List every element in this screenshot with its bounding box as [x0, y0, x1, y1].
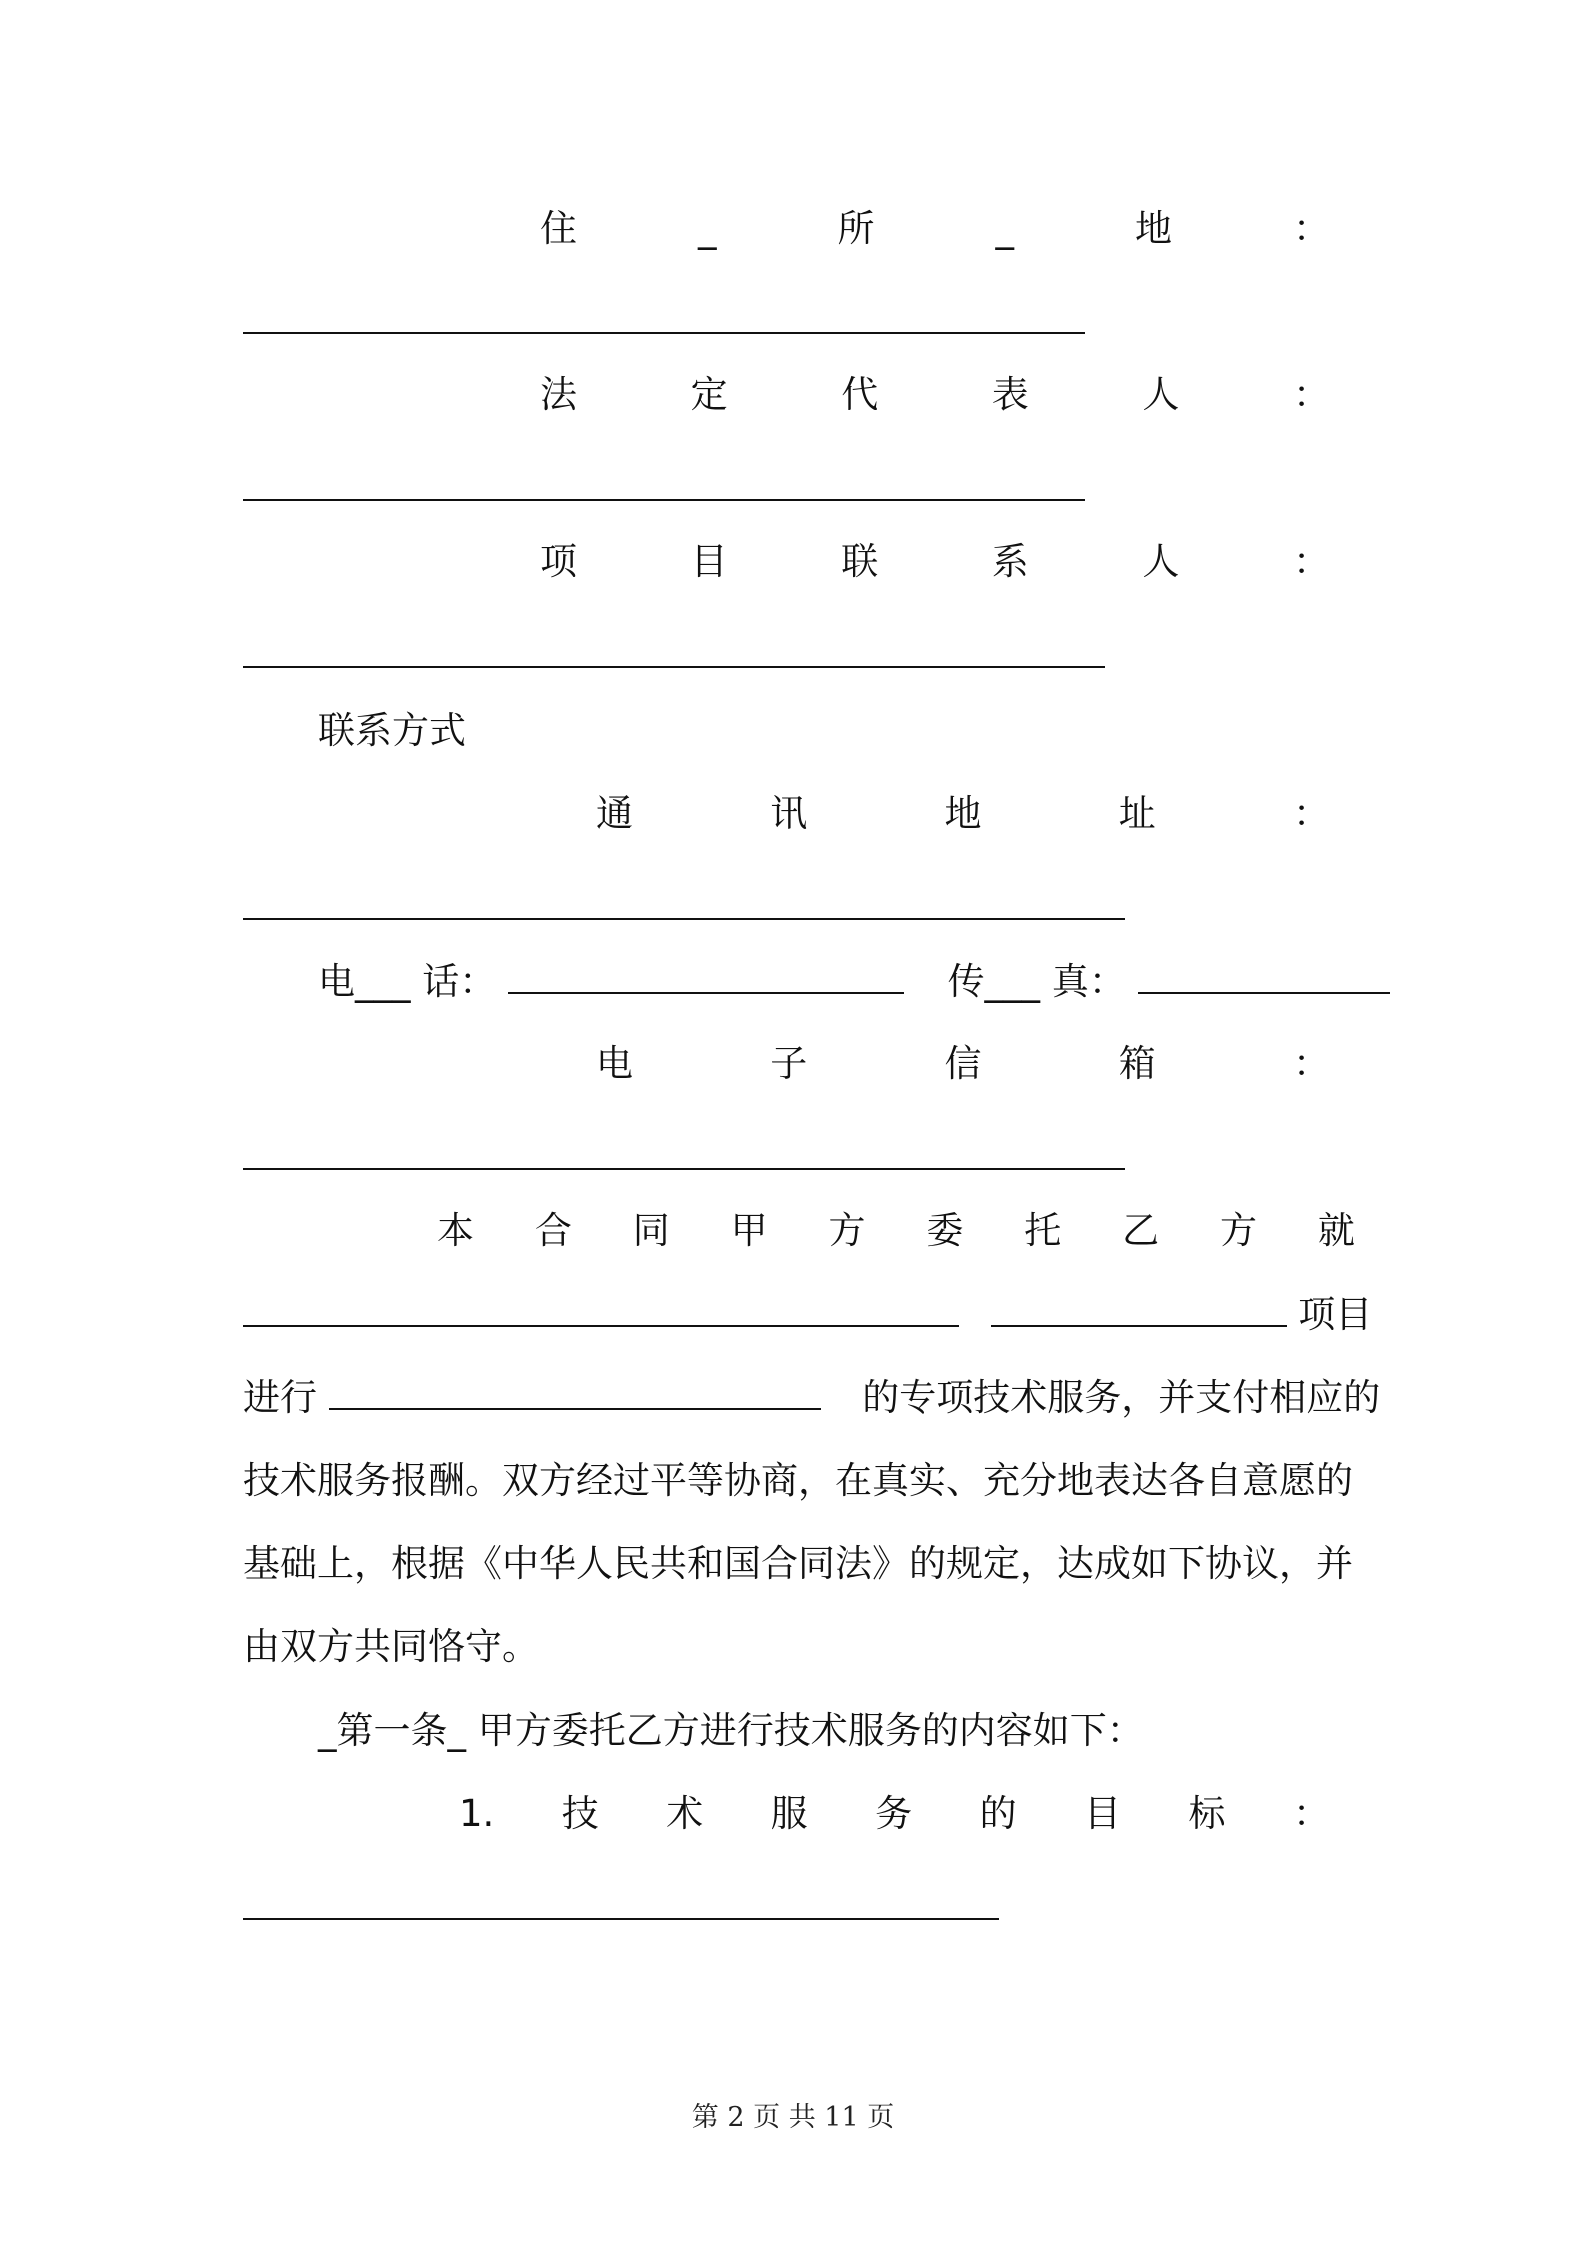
- service-blank: [329, 1374, 821, 1410]
- fax-label: 传___ 真：: [947, 960, 1126, 1003]
- contact-method-heading: 联系方式: [318, 709, 466, 752]
- project-contact-label: 项 目 联 系 人 ：: [540, 540, 1330, 583]
- item-1-blank-line: [243, 1918, 999, 1920]
- project-contact-blank-line: [243, 666, 1105, 668]
- article-1-heading: _第一条_ 甲方委托乙方进行技术服务的内容如下：: [318, 1709, 1144, 1752]
- mailing-address-label-row: [0, 784, 1586, 844]
- item-1-label: 1. 技 术 服 务 的 目 标 ：: [459, 1792, 1330, 1835]
- email-label: 电 子 信 箱 ：: [596, 1042, 1330, 1085]
- paragraph-line-5: 由双方共同恪守。: [243, 1625, 539, 1668]
- legal-rep-label-row: [0, 365, 1586, 425]
- paragraph-line-1: 项目: [243, 1285, 1372, 1345]
- project-contact-label-row: [0, 532, 1586, 592]
- mailing-address-label: 通 讯 地 址 ：: [596, 792, 1330, 835]
- phone-fax-row: [318, 952, 1390, 1012]
- email-blank-line: [243, 1168, 1125, 1170]
- intro-text: 本 合 同 甲 方 委 托 乙 方 就: [437, 1209, 1355, 1252]
- paragraph-line-4: 基础上，根据《中华人民共和国合同法》的规定，达成如下协议，并: [243, 1542, 1353, 1585]
- legal-rep-blank-line: [243, 499, 1085, 501]
- project-blank-2: [991, 1291, 1287, 1327]
- phone-label: 电___ 话：: [318, 960, 497, 1003]
- paragraph-line-2: 进行 的专项技术服务，并支付相应的: [243, 1376, 1381, 1419]
- paragraph-line-3: 技术服务报酬。双方经过平等协商，在真实、充分地表达各自意愿的: [243, 1459, 1353, 1502]
- email-label-row: [0, 1034, 1586, 1094]
- item-1-label-row: [0, 1784, 1586, 1844]
- address-blank-line: [243, 332, 1085, 334]
- address-label-row: [0, 199, 1586, 259]
- intro-row: [0, 1201, 1586, 1261]
- page-footer: 第 2 页 共 11 页: [691, 2102, 895, 2133]
- fax-blank: [1138, 958, 1390, 994]
- address-label: 住 _ 所 _ 地 ：: [540, 207, 1330, 250]
- phone-blank: [508, 958, 904, 994]
- project-blank-1: [243, 1291, 959, 1327]
- mailing-address-blank-line: [243, 918, 1125, 920]
- legal-rep-label: 法 定 代 表 人 ：: [540, 373, 1330, 416]
